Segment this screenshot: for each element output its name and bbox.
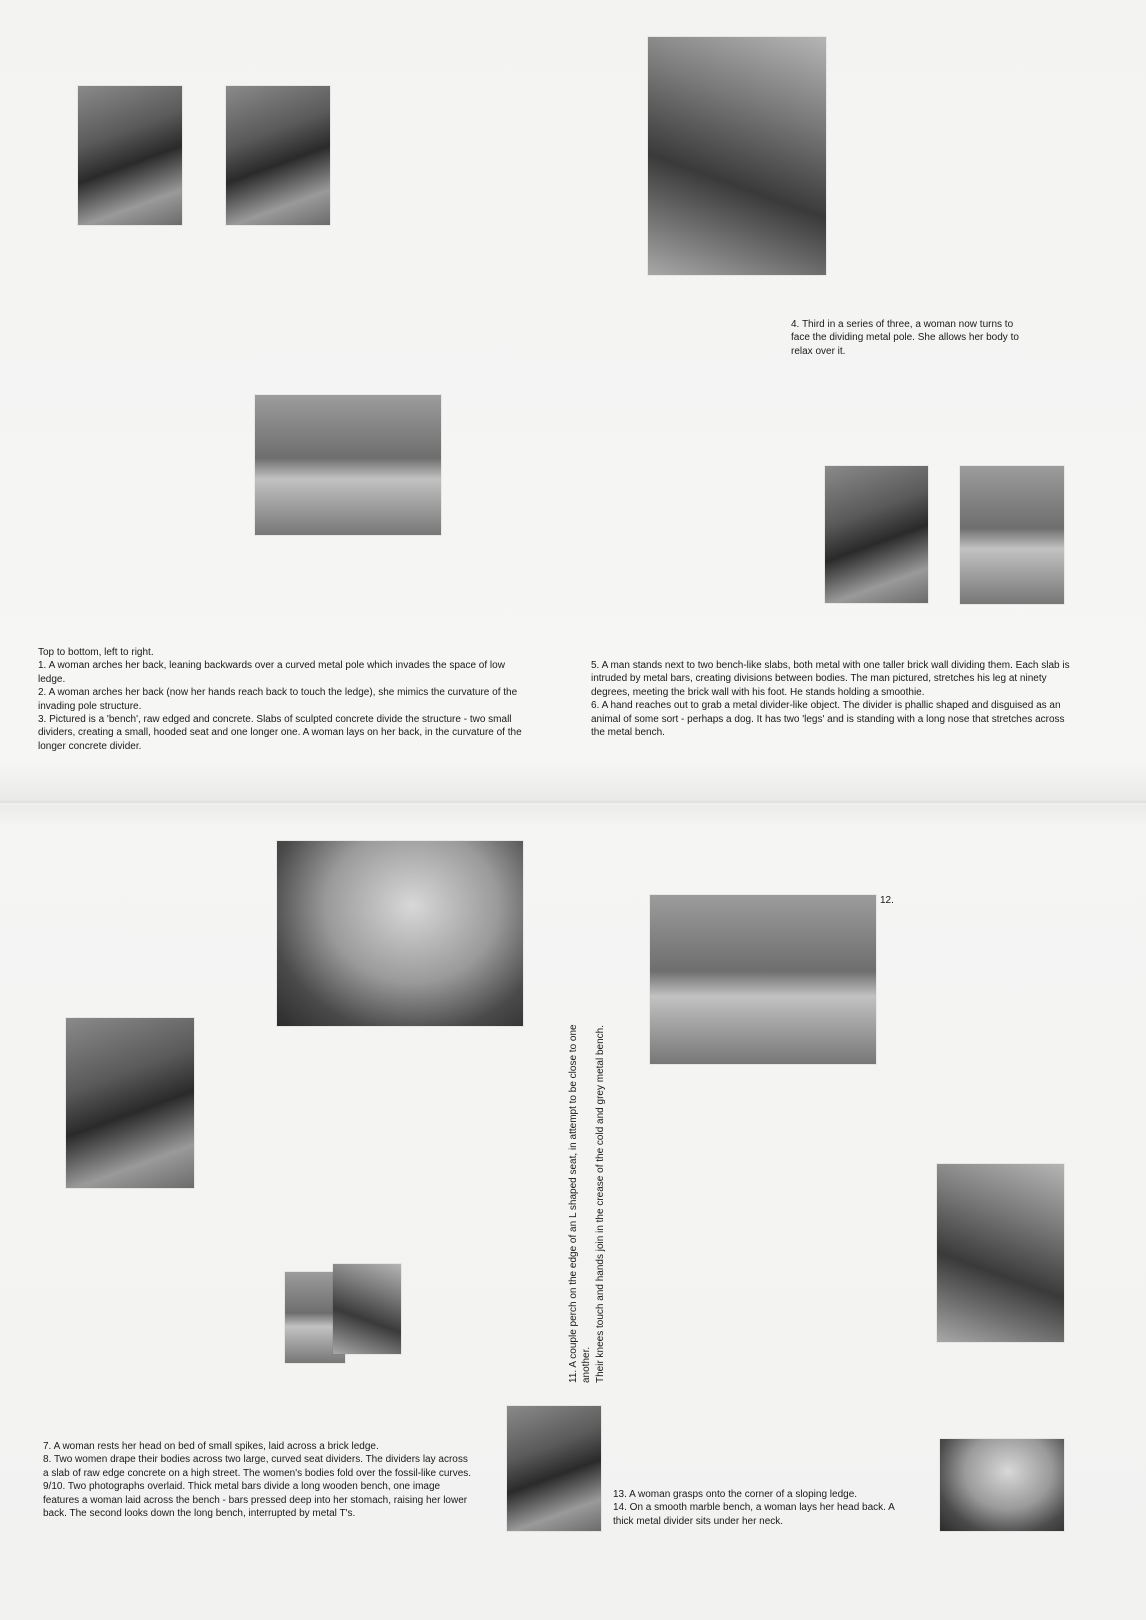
caption-text: 1. A woman arches her back, leaning backwards over a curved metal pole which invades the space of low ledge. <box>38 660 505 685</box>
caption-text: 13. A woman grasps onto the corner of a sloping ledge. <box>613 1489 858 1500</box>
photo-2-woman-arching <box>226 86 330 225</box>
caption-left-top <box>38 646 533 753</box>
photo-6-hand-divider <box>960 466 1064 604</box>
label-12: 12. <box>880 895 894 906</box>
caption-4 <box>791 318 1021 358</box>
photo-7-head-on-spikes <box>277 841 523 1026</box>
photo-14-woman-marble-bench <box>940 1439 1064 1531</box>
caption-bottom-right <box>613 1488 913 1528</box>
photo-3-concrete-bench <box>255 395 441 535</box>
caption-text: 9/10. Two photographs overlaid. Thick metal bars divide a long wooden bench, one image features a woman laid across the bench - bars pressed deep into her stomach, raising her lower back. The second looks down the long bench, interrupted by metal T's. <box>43 1481 468 1520</box>
caption-text: 5. A man stands next to two bench-like slabs, both metal with one taller brick wall dividing them. Each slab is intruded by metal bars, creating divisions between bodies. The man pictured, stretches his leg at ninety degrees, meeting the brick wall with his foot. He stands holding a smoothie. <box>591 660 1070 698</box>
caption-right-top <box>591 659 1073 739</box>
caption-text: 14. On a smooth marble bench, a woman lays her head back. A thick metal divider sits under her neck. <box>613 1502 895 1527</box>
photo-4-woman-over-pole <box>648 37 826 275</box>
caption-bottom-left <box>43 1440 473 1520</box>
caption-text: 8. Two women drape their bodies across two large, curved seat dividers. The dividers lay across a slab of raw edge concrete on a high street. The women's bodies fold over the fossil-like curves. <box>43 1454 472 1479</box>
caption-text: 3. Pictured is a 'bench', raw edged and concrete. Slabs of sculpted concrete divide the structure - two small dividers, creating a small, hooded seat and one longer one. A woman lays on her back, in the curvature of the longer concrete divider. <box>38 714 522 752</box>
caption-text: 6. A hand reaches out to grab a metal divider-like object. The divider is phallic shaped and disguised as an animal of some sort - perhaps a dog. It has two 'legs' and is standing with a long nose that stretches across the metal bench. <box>591 700 1065 739</box>
photo-1-woman-arching <box>78 86 182 225</box>
paper-fold <box>0 800 1146 806</box>
caption-text: Their knees touch and hands join in the crease of the cold and grey metal bench. <box>594 1024 606 1383</box>
photo-5-man-bench-slabs <box>825 466 928 603</box>
caption-text: Top to bottom, left to right. <box>38 647 154 658</box>
photo-12-street-bench <box>650 895 876 1064</box>
photo-13-woman-grasping-ledge <box>937 1164 1064 1342</box>
caption-text: 7. A woman rests her head on bed of small spikes, laid across a brick ledge. <box>43 1441 379 1452</box>
photo-10-long-bench <box>333 1264 401 1354</box>
photo-8-women-on-dividers <box>66 1018 194 1188</box>
photo-11-couple-on-seat <box>507 1406 601 1531</box>
caption-text: 11. A couple perch on the edge of an L shaped seat, in attempt to be close to one another. <box>568 1024 593 1383</box>
caption-text: 4. Third in a series of three, a woman now turns to face the dividing metal pole. She allows her body to relax over it. <box>791 319 1019 357</box>
caption-text: 2. A woman arches her back (now her hands reach back to touch the ledge), she mimics the curvature of the invading pole structure. <box>38 687 518 712</box>
caption-11-vertical <box>567 1003 607 1383</box>
